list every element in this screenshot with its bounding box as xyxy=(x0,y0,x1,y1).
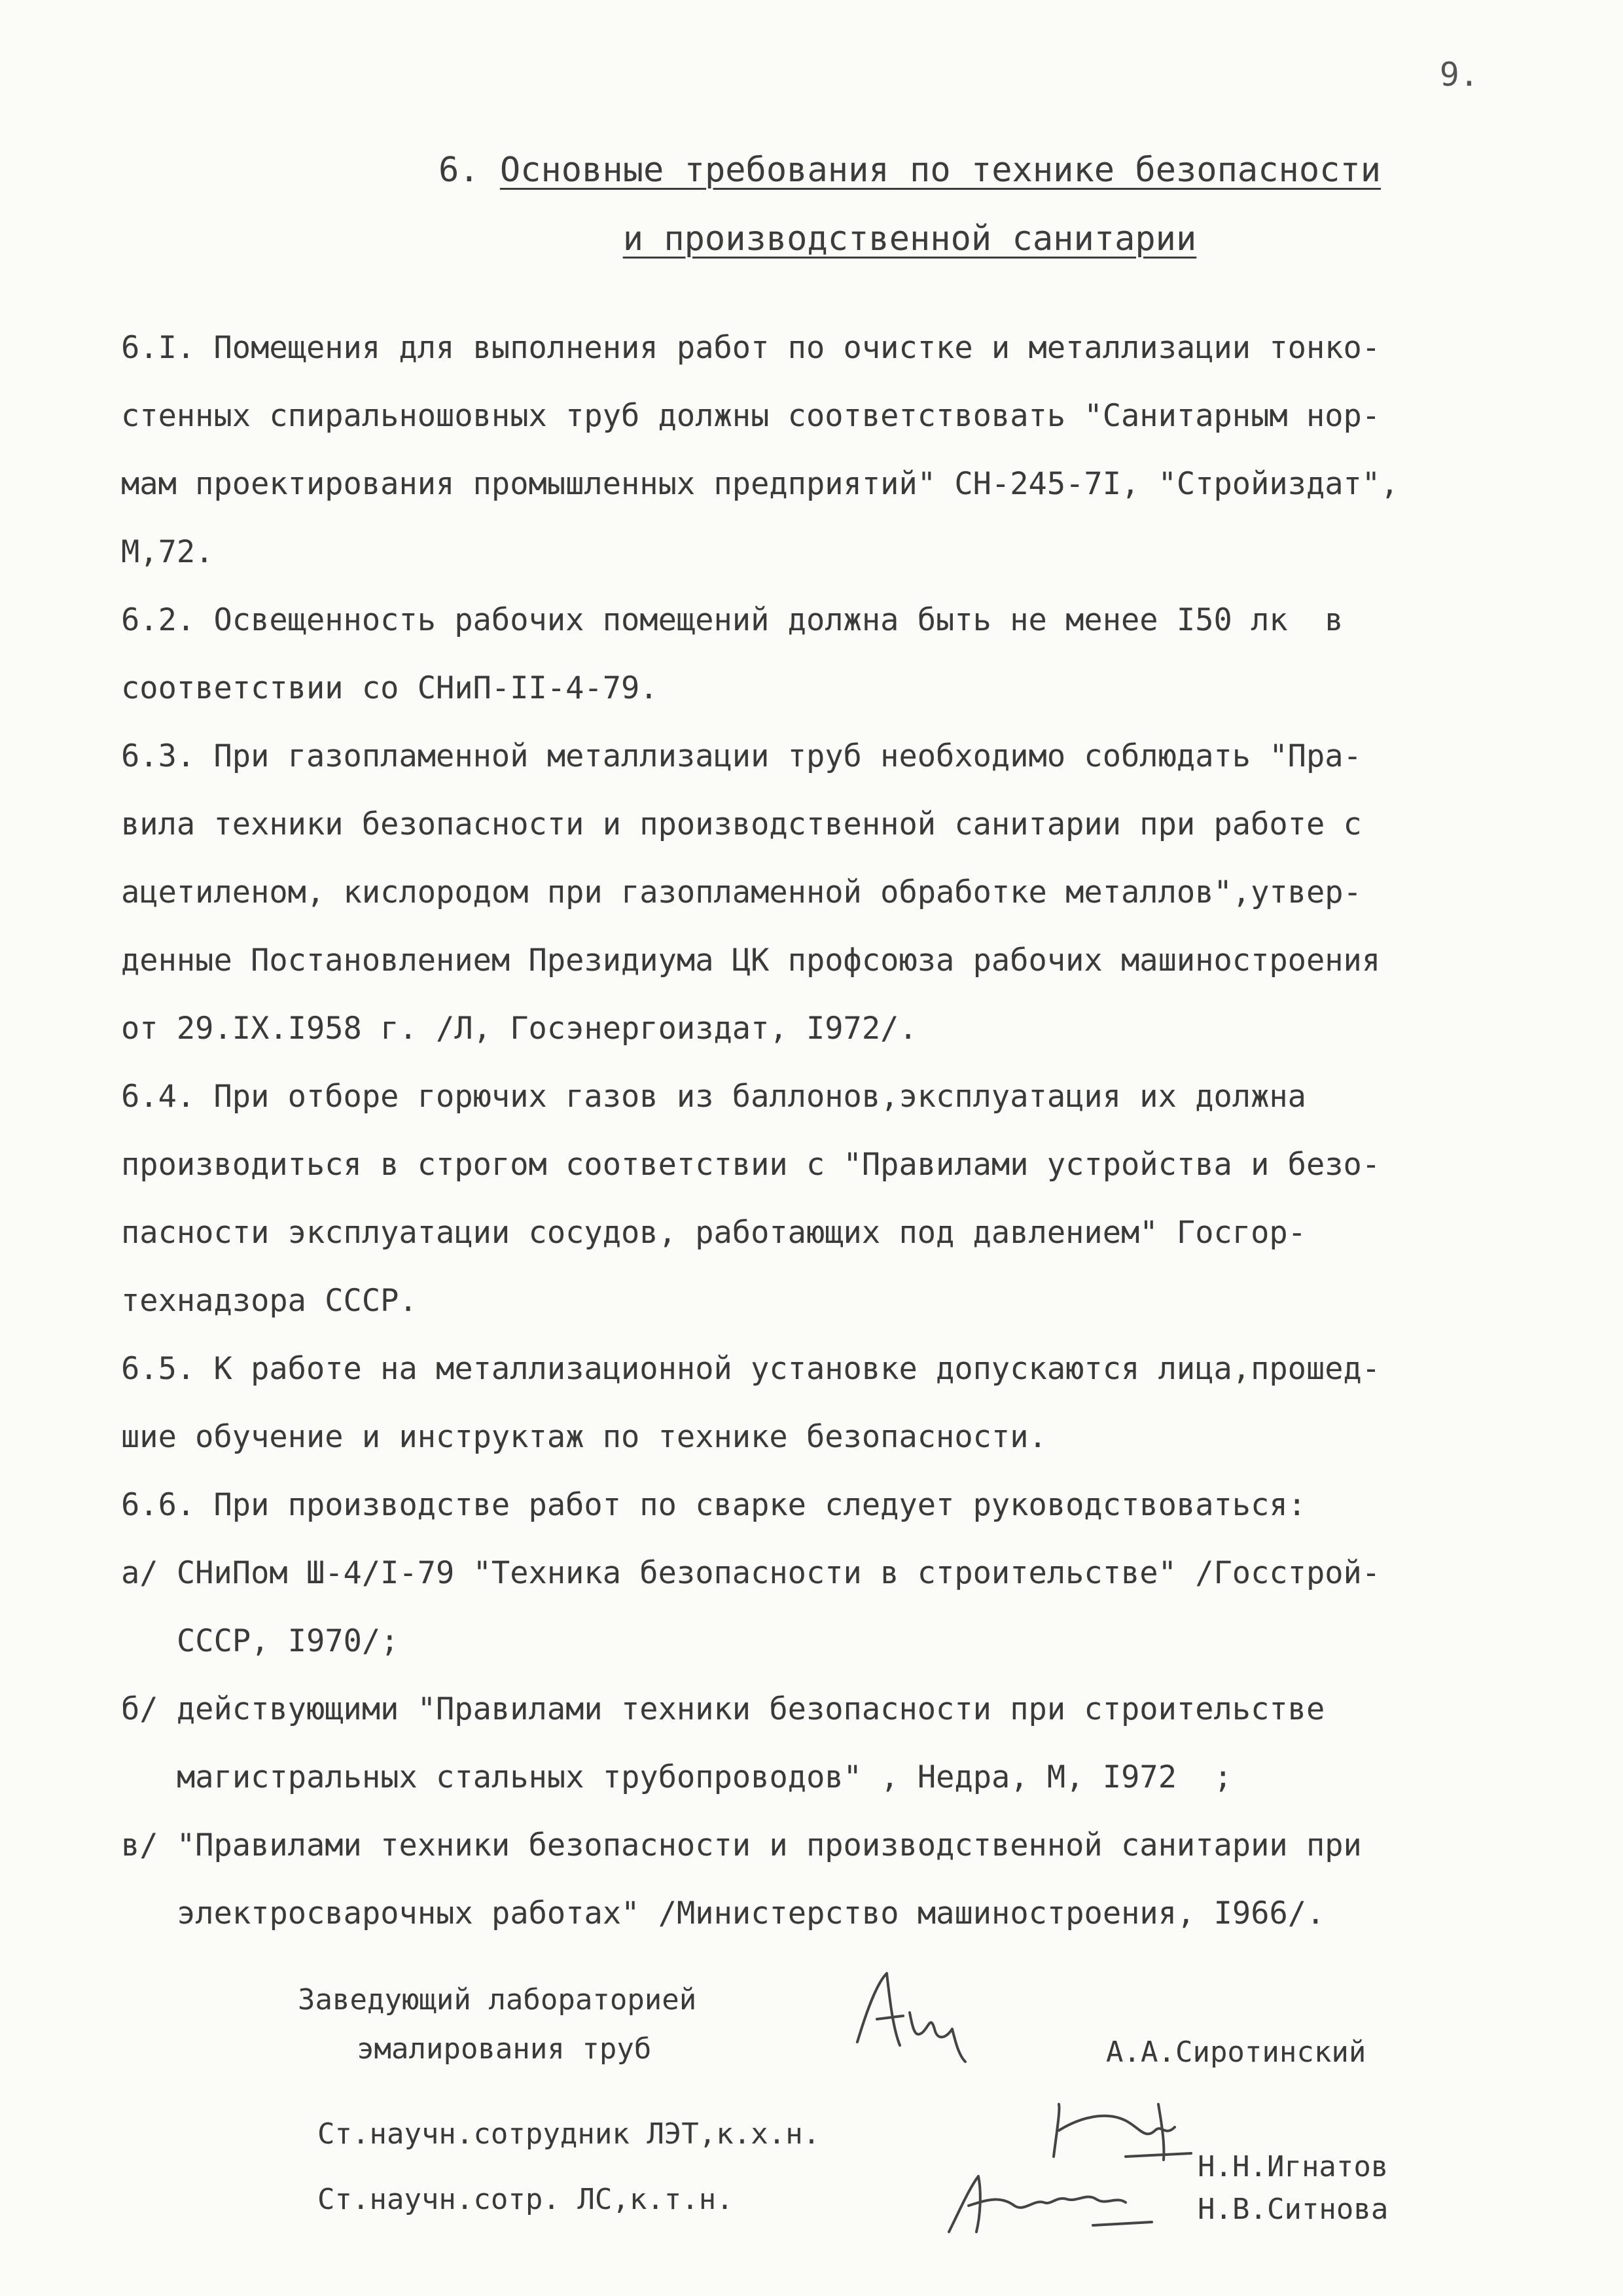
text-line: 6.3. При газопламенной металлизации труб необходимо соблюдать "Пра- xyxy=(121,738,1362,774)
section-title-line-2: и производственной санитарии xyxy=(622,219,1197,259)
text-line: пасности эксплуатации сосудов, работающих под давлением" Госгор- xyxy=(121,1215,1306,1251)
staff-2-name: Н.В.Ситнова xyxy=(1198,2193,1389,2226)
section-number: 6. xyxy=(438,151,480,190)
text-line: 6.6. При производстве работ по сварке следует руководствоваться: xyxy=(121,1487,1306,1523)
text-line: технадзора СССР. xyxy=(121,1283,418,1319)
text-line: стенных спиральношовных труб должны соответствовать "Санитарным нор- xyxy=(121,398,1381,434)
staff-1-name: Н.Н.Игнатов xyxy=(1198,2150,1389,2183)
text-line: 6.4. При отборе горючих газов из баллонов,эксплуатация их должна xyxy=(121,1079,1306,1115)
text-line: СССР, I970/; xyxy=(177,1623,399,1659)
text-line: вила техники безопасности и производственной санитарии при работе с xyxy=(121,806,1362,842)
text-line: 6.5. К работе на металлизационной установке допускаются лица,прошед- xyxy=(121,1351,1381,1387)
text-line: ацетиленом, кислородом при газопламенной обработке металлов",утвер- xyxy=(121,874,1362,910)
text-line: в/ "Правилами техники безопасности и производственной санитарии при xyxy=(121,1827,1362,1863)
text-line: а/ СНиПом Ш-4/I-79 "Техника безопасности в строительстве" /Госстрой- xyxy=(121,1555,1381,1591)
text-line: от 29.IX.I958 г. /Л, Госэнергоиздат, I972/. xyxy=(121,1011,918,1047)
text-line: денные Постановлением Президиума ЦК профсоюза рабочих машиностроения xyxy=(121,942,1381,978)
text-line: М,72. xyxy=(121,534,214,570)
text-line: соответствии со СНиП-II-4-79. xyxy=(121,670,658,706)
head-name: А.А.Сиротинский xyxy=(1106,2036,1366,2069)
text-line: электросварочных работах" /Министерство машиностроения, I966/. xyxy=(177,1895,1325,1931)
text-line: 6.2. Освещенность рабочих помещений должна быть не менее I50 лк в xyxy=(121,602,1344,638)
text-line: 6.I. Помещения для выполнения работ по очистке и металлизации тонко- xyxy=(121,330,1381,366)
section-title-line-1: Основные требования по технике безопасности xyxy=(499,151,1382,190)
text-line: производиться в строгом соответствии с "Правилами устройства и безо- xyxy=(121,1147,1381,1183)
page-number: 9. xyxy=(1439,56,1479,94)
text-line: мам проектирования промышленных предприятий" СН-245-7I, "Стройиздат", xyxy=(121,466,1399,502)
staff-2-signature xyxy=(929,2153,1178,2245)
text-line: шие обучение и инструктаж по технике безопасности. xyxy=(121,1419,1047,1455)
text-line: магистральных стальных трубопроводов" , Недра, М, I972 ; xyxy=(177,1759,1232,1795)
text-line: б/ действующими "Правилами техники безопасности при строительстве xyxy=(121,1691,1325,1727)
head-title-line-1: Заведующий лабораторией xyxy=(298,1983,697,2017)
head-title-line-2: эмалирования труб xyxy=(357,2032,652,2066)
staff-2-title: Ст.научн.сотр. ЛС,к.т.н. xyxy=(317,2183,734,2216)
staff-1-title: Ст.научн.сотрудник ЛЭТ,к.х.н. xyxy=(317,2117,821,2151)
head-signature xyxy=(831,1964,982,2075)
